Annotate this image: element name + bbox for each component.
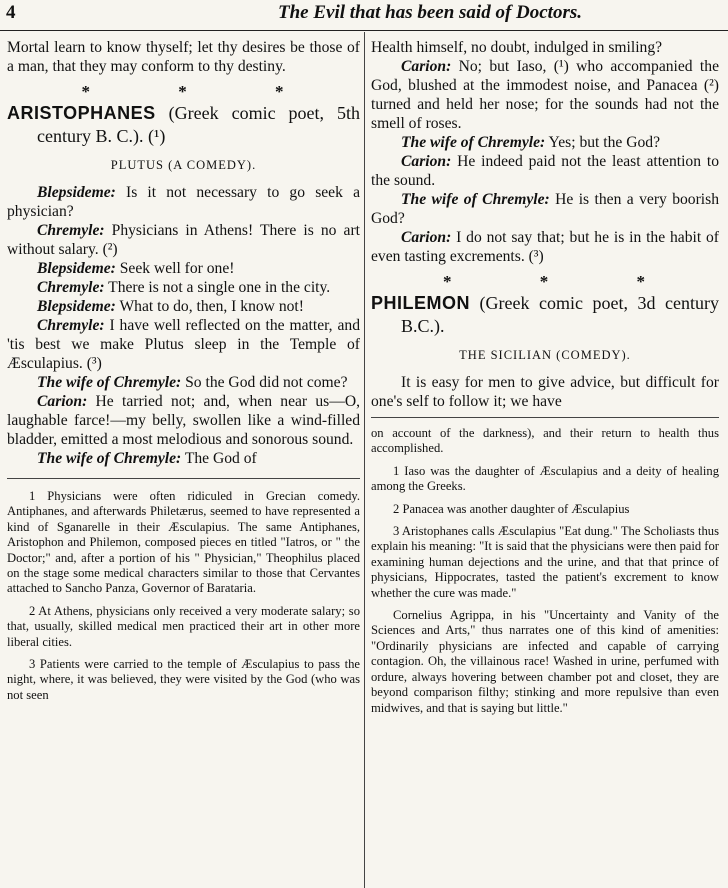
dialogue-line	[371, 57, 719, 133]
dialogue-line	[7, 221, 360, 259]
speaker: Carion:	[401, 229, 452, 246]
footnote: 2 Panacea was another daughter of Æsculapius	[393, 501, 630, 516]
footnote: 3 Aristophanes calls Æsculapius "Eat dung." The Scholiasts thus explain his meaning: "It is said that the physicians were then paid for examining human dejections and the urine, and that that prince of physicians, Hippocrates, tasted the patient's excrement to know whether the cure was made."	[371, 524, 719, 600]
section-separator: * * *	[443, 272, 687, 291]
author-name: ARISTOPHANES	[7, 103, 156, 123]
speaker: Blepsideme:	[37, 184, 116, 201]
line-text: The God of	[181, 450, 257, 467]
dialogue-line	[7, 297, 360, 316]
intro-paragraph: Mortal learn to know thyself; let thy desires be those of a man, that they may conform to thy destiny.	[7, 39, 360, 75]
line-text: Physicians in Athens! There is no art without salary. (²)	[7, 222, 360, 258]
speaker: Carion:	[37, 393, 88, 410]
author-heading	[7, 102, 360, 148]
right-footnotes	[371, 426, 719, 716]
footnote-continuation: on account of the darkness), and their return to health thus accomplished.	[371, 426, 719, 456]
line-text: Is it not necessary to go seek a physician?	[7, 184, 360, 220]
line-text: Seek well for one!	[115, 260, 235, 277]
author-name: PHILEMON	[371, 293, 471, 313]
line-text: He tarried not; and, when near us—O, laughable farce!—my belly, swollen like a wind-filled bladder, emitted a most melodious and sonorous sound.	[7, 393, 360, 448]
author-desc: (Greek comic poet, 5th century B. C.). (¹)	[37, 103, 360, 146]
dialogue-line	[371, 38, 719, 57]
footnote-divider	[7, 478, 360, 479]
line-text: Yes; but the God?	[545, 134, 661, 151]
dialogue-line	[371, 190, 719, 228]
speaker: The wife of Chremyle:	[37, 450, 182, 467]
line-text: He indeed paid not the least attention to the sound.	[371, 153, 719, 189]
page-number: 4	[6, 2, 16, 23]
speaker: Chremyle:	[37, 279, 105, 296]
speaker: The wife of Chremyle:	[401, 191, 550, 208]
line-text: What to do, then, I know not!	[115, 298, 304, 315]
page-header	[0, 0, 728, 31]
dialogue-line	[7, 316, 360, 373]
footnote: Cornelius Agrippa, in his "Uncertainty and Vanity of the Sciences and Arts," thus narrates one of this kind of amenities: "Ordinarily physicians are infected and capable of carrying contagion. Oh, the villainous race! Washed in urine, perfumed with ordure, always hovering between chamber pot and closet, they are beyond comparison filthy; stinking and more repulsive than even midwives, and that is saying but little."	[371, 608, 719, 715]
speaker: The wife of Chremyle:	[37, 374, 182, 391]
line-text: So the God did not come?	[181, 374, 348, 391]
dialogue-line	[7, 392, 360, 449]
dialogue-line	[7, 449, 360, 468]
footnote: 1 Physicians were often ridiculed in Grecian comedy. Antiphanes, and afterwards Philetærus, seemed to have represented a kind of Sganarelle in their Æsculapius. The same Antiphanes, Aristophon and Philemon, composed pieces en titled "Iatros, or " the Doctor;" and, after a portion of his " Physician," Theophilus placed on the stage some medical characters similar to those that Cervantes attached to Sancho Panza, Governor of Barataria.	[7, 489, 360, 596]
running-title: The Evil that has been said of Doctors.	[277, 2, 582, 23]
dialogue-line	[7, 278, 360, 297]
speaker: Carion:	[401, 153, 452, 170]
section-separator: * * *	[81, 82, 326, 101]
footnote: 1 Iaso was the daughter of Æsculapius and a deity of healing among the Greeks.	[371, 463, 719, 494]
dialogue-line	[7, 259, 360, 278]
dialogue-line	[371, 133, 719, 152]
speaker: Chremyle:	[37, 317, 105, 334]
speaker: The wife of Chremyle:	[401, 134, 546, 151]
speaker: Carion:	[401, 58, 452, 75]
line-text: There is not a single one in the city.	[104, 279, 331, 296]
speaker: Blepsideme:	[37, 260, 116, 277]
footnote: 2 At Athens, physicians only received a very moderate salary; so that, usually, skilled medical men practiced their art in other more liberal cities.	[7, 603, 360, 649]
footnote: 3 Patients were carried to the temple of Æsculapius to pass the night, where, it was believed, they were visited by the God (who was not seen	[7, 657, 360, 702]
dialogue-line	[7, 373, 360, 392]
column-divider	[364, 32, 365, 888]
play-title: PLUTUS (A COMEDY).	[110, 158, 257, 172]
line-text: I do not say that; but he is in the habit of even tasting excrements. (³)	[371, 229, 719, 265]
line-text: I have well reflected on the matter, and 'tis best we make Plutus sleep in the Temple of Æsculapius. (³)	[7, 317, 360, 372]
line-text: No; but Iaso, (¹) who accompanied the God, blushed at the immodest noise, and Panacea (²) turned and held her nose; for the sounds had not the smell of roses.	[371, 58, 719, 132]
author-heading	[371, 292, 719, 338]
play-title: THE SICILIAN (COMEDY).	[459, 348, 631, 362]
right-main-text	[371, 38, 719, 411]
speaker: Blepsideme:	[37, 298, 116, 315]
dialogue-line	[371, 152, 719, 190]
author-desc: (Greek comic poet, 3d century B.C.).	[401, 293, 719, 336]
dialogue-line	[7, 183, 360, 221]
left-footnotes	[7, 489, 360, 703]
right-column	[371, 38, 719, 723]
line-text: Health himself, no doubt, indulged in smiling?	[371, 39, 663, 56]
quote-paragraph: It is easy for men to give advice, but difficult for one's self to follow it; we have	[371, 374, 719, 410]
left-column	[7, 38, 360, 710]
dialogue-line	[371, 228, 719, 266]
line-text: He is then a very boorish God?	[371, 191, 719, 227]
footnote-divider	[371, 417, 719, 418]
left-main-text	[7, 38, 360, 468]
speaker: Chremyle:	[37, 222, 105, 239]
